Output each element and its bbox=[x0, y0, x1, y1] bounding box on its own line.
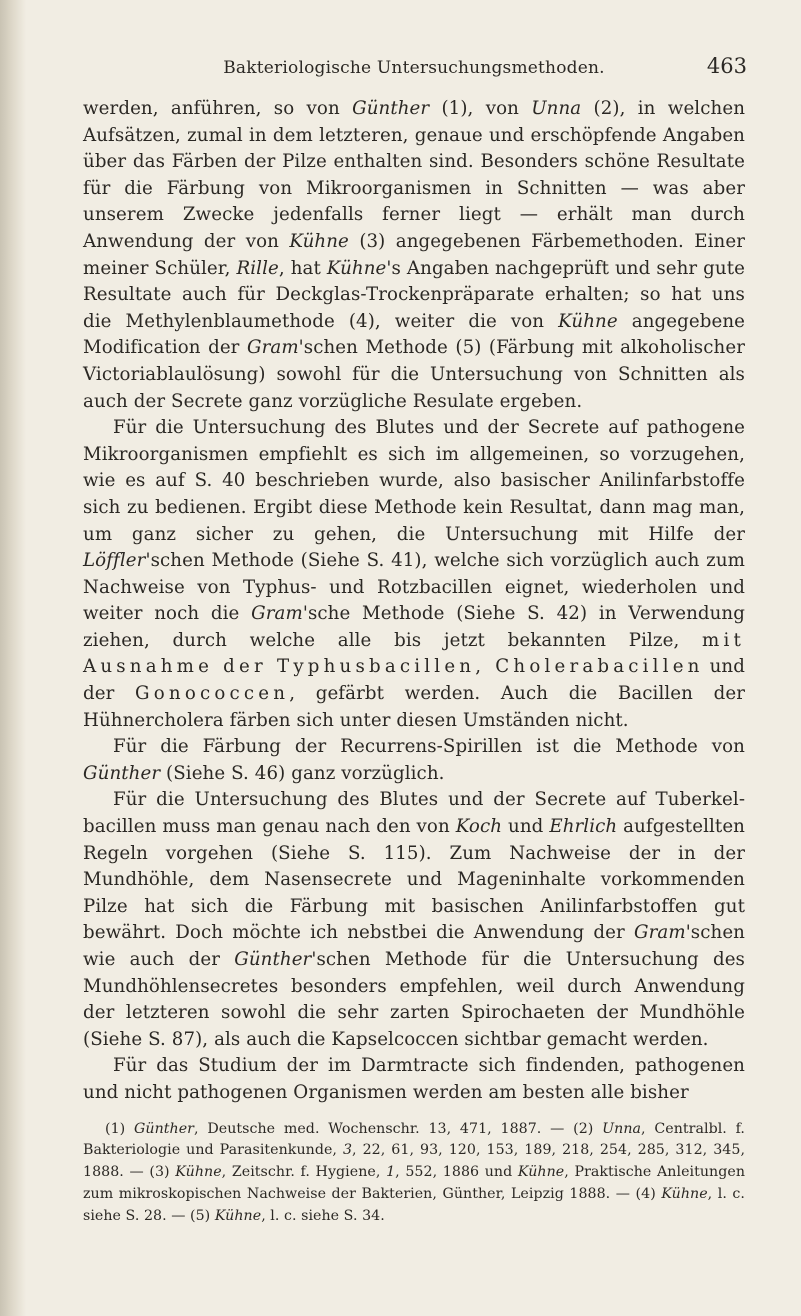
text-run: werden, anführen, so von bbox=[83, 98, 353, 119]
text-run: (1), von bbox=[429, 98, 532, 119]
text-run: und der bbox=[83, 656, 745, 705]
author-name: Rille bbox=[236, 257, 279, 279]
text-run: und bbox=[502, 816, 550, 838]
text-run: , Deutsche med. Wochenschr. 13, 471, 1887. — (2) bbox=[194, 1120, 603, 1137]
paragraph-3 bbox=[83, 734, 745, 787]
volume-number: 1 bbox=[386, 1164, 396, 1181]
author-name: Günther bbox=[134, 1120, 194, 1137]
author-name: Gram bbox=[246, 337, 299, 359]
footnote-block bbox=[83, 1119, 745, 1228]
text-run: , Praktische Anleitungen zum mikroskopischen Nachweise der Bakterien, Günther, Leipzig 1888. — (4) bbox=[83, 1164, 746, 1202]
page-number: 463 bbox=[706, 54, 747, 78]
footnotes bbox=[83, 1119, 745, 1228]
text-run: 'schen Methode (5) (Färbung mit alkoholischer Victoriablaulösung) sowohl für die Untersuchung von Schnitten als auch der Secrete ganz vorzügliche Resulate ergeben. bbox=[83, 337, 745, 412]
author-name: Kühne bbox=[214, 1207, 262, 1224]
text-run: 'schen wie auch der bbox=[83, 922, 745, 970]
text-run: 'sche Methode (Siehe S. 42) in Verwendung ziehen, durch welche alle bis jetzt bekannten Pilze, bbox=[83, 603, 745, 651]
author-name: Kühne bbox=[326, 257, 387, 279]
text-run: , Zeitschr. f. Hygiene, bbox=[221, 1164, 387, 1181]
text-run: 's Angaben nachgeprüft und sehr gute Resultate auch für Deckglas-Trockenpräparate erhalten; so hat uns die Methylenblaumethode (4), weiter die von bbox=[83, 257, 746, 332]
text-run: (1) bbox=[105, 1120, 135, 1137]
author-name: Günther bbox=[234, 949, 312, 970]
paragraph-2 bbox=[83, 415, 745, 734]
paragraph-4 bbox=[83, 787, 745, 1053]
author-name: Kühne bbox=[175, 1164, 222, 1181]
author-name: Günther bbox=[83, 762, 161, 784]
paragraph-5 bbox=[83, 1053, 745, 1106]
text-run: , Centralbl. f. Bakteriologie und Parasitenkunde, bbox=[83, 1120, 745, 1159]
author-name: Günther bbox=[352, 98, 430, 119]
text-run: (Siehe S. 46) ganz vorzüglich. bbox=[160, 762, 445, 784]
text-run: (3) angegebenen Färbemethoden. Einer meiner Schüler, bbox=[83, 230, 745, 279]
spaced-emphasis: mit Ausnahme der Typhusbacillen, Cholerabacillen bbox=[83, 629, 745, 678]
author-name: Unna bbox=[602, 1120, 642, 1137]
author-name: Unna bbox=[531, 98, 582, 119]
body-text bbox=[83, 96, 745, 1107]
text-run: (2), in welchen Aufsätzen, zumal in dem letzteren, genaue und erschöpfende Angaben über das Färben der Pilze enthalten sind. Besonders schöne Resultate für die Färbung von Mikroorganismen in Schnitten — was aber unserem Zwecke jedenfalls ferner liegt — erhält man durch Anwendung der von bbox=[83, 98, 746, 252]
author-name: Kühne bbox=[517, 1164, 565, 1181]
author-name: Kühne bbox=[661, 1185, 708, 1202]
text-run: Für die Färbung der Recurrens-Spirillen ist die Methode von bbox=[113, 736, 745, 758]
spaced-emphasis: Gonococcen bbox=[135, 683, 290, 705]
author-name: Koch bbox=[455, 816, 503, 838]
author-name: Löffler bbox=[83, 550, 146, 572]
text-run: , 22, 61, 93, 120, 153, 189, 218, 254, 285, 312, 345, 1888. — (3) bbox=[83, 1142, 746, 1181]
volume-number: 3 bbox=[342, 1142, 353, 1159]
author-name: Kühne bbox=[558, 310, 618, 332]
text-run: 'schen Methode für die Untersuchung des Mundhöhlensecretes besonders empfehlen, weil durch Anwendung der letzteren sowohl die sehr zarten Spirochaeten der Mundhöhle (Siehe S. 87), als auch die Kapselcoccen sichtbar gemacht werden. bbox=[83, 949, 745, 1050]
text-run: , hat bbox=[278, 257, 327, 279]
author-name: Kühne bbox=[289, 230, 349, 252]
author-name: Gram bbox=[251, 603, 303, 625]
text-run: angegebene Modification der bbox=[83, 310, 746, 359]
book-page bbox=[83, 40, 745, 1228]
text-run: , l. c. siehe S. 34. bbox=[261, 1207, 385, 1224]
running-head: Bakteriologische Untersuchungsmethoden. bbox=[223, 58, 605, 78]
text-run: , gefärbt werden. Auch die Bacillen der Hühnercholera färben sich unter diesen Umständen nicht. bbox=[83, 683, 746, 731]
page-header bbox=[83, 40, 747, 78]
author-name: Ehrlich bbox=[549, 816, 618, 838]
text-run: Für die Untersuchung des Blutes und der Secrete auf pathogene Mikroorganismen empfiehlt es sich im allgemeinen, so vorzugehen, wie es auf S. 40 beschrieben wurde, also basischer Anilinfarbstoffe sich zu bedienen. Ergibt diese Methode kein Resultat, dann mag man, um ganz sicher zu gehen, die Untersuchung mit Hilfe der bbox=[83, 417, 745, 545]
text-run: , 552, 1886 und bbox=[395, 1164, 518, 1181]
text-run: Für die Untersuchung des Blutes und der Secrete auf Tuberkelbacillen muss man genau nach den von bbox=[83, 789, 745, 838]
text-run: , l. c. siehe S. 28. — (5) bbox=[83, 1185, 745, 1224]
text-run: 'schen Methode (Siehe S. 41), welche sich vorzüglich auch zum Nachweise von Typhus- und Rotzbacillen eignet, wiederholen und weiter noch die bbox=[83, 550, 745, 625]
paragraph-1 bbox=[83, 96, 745, 415]
text-run: aufgestellten Regeln vorgehen (Siehe S. 115). Zum Nachweise der in der Mundhöhle, dem Nasensecrete und Mageninhalte vorkommenden Pilze hat sich die Färbung mit basischen Anilinfarbstoffen gut bewährt. Doch möchte ich nebstbei die Anwendung der bbox=[83, 816, 745, 944]
page-edge-shadow bbox=[0, 0, 26, 1316]
author-name: Gram bbox=[633, 922, 686, 944]
text-run: Für das Studium der im Darmtracte sich findenden, pathogenen und nicht pathogenen Organismen werden am besten alle bisher bbox=[83, 1055, 745, 1103]
